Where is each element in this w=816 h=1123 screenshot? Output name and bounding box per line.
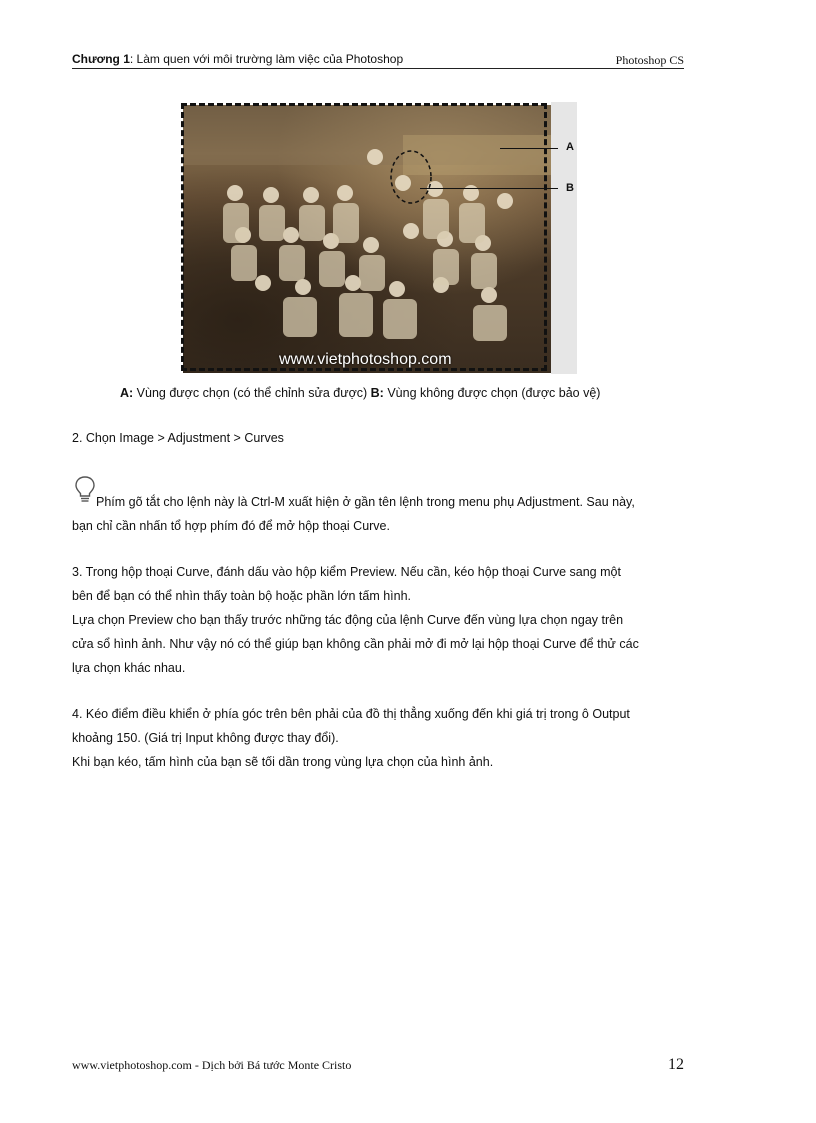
figure-caption (120, 386, 600, 400)
callout-a-line (500, 148, 558, 149)
tip-line-1: Phím gõ tắt cho lệnh này là Ctrl-M xuất hiện ở gần tên lệnh trong menu phụ Adjustment. Sau này, (96, 495, 635, 509)
callout-a-label: A (566, 141, 574, 153)
step-3-line-5: lựa chọn khác nhau. (72, 661, 186, 675)
callout-b-line (420, 188, 558, 189)
step-3-line-1: 3. Trong hộp thoại Curve, đánh dấu vào hộp kiểm Preview. Nếu cần, kéo hộp thoại Curve sang một (72, 565, 621, 579)
step-3-line-2: bên để bạn có thể nhìn thấy toàn bộ hoặc phần lớn tấm hình. (72, 589, 412, 603)
page-number: 12 (668, 1056, 684, 1073)
tip-line-2: bạn chỉ cần nhấn tổ hợp phím đó để mở hộp thoại Curve. (72, 519, 390, 533)
caption-b-text: Vùng không được chọn (được bảo vệ) (383, 386, 601, 400)
lightbulb-tip-icon (74, 475, 96, 505)
selection-marquee (181, 103, 547, 371)
footer-credit: www.vietphotoshop.com - Dịch bởi Bá tước Monte Cristo (72, 1058, 352, 1072)
step-4-line-2: khoảng 150. (Giá trị Input không được thay đổi). (72, 731, 339, 745)
step-4-line-1: 4. Kéo điểm điều khiển ở phía góc trên bên phải của đồ thị thẳng xuống đến khi giá trị trong ô Output (72, 707, 630, 721)
caption-a-label: A: (120, 386, 134, 400)
figure-selection-photo (180, 102, 578, 374)
step-3-line-4: cửa sổ hình ảnh. Như vậy nó có thể giúp bạn không cần phải mở đi mở lại hộp thoại Curve để thử các (72, 637, 639, 651)
caption-a-text: Vùng được chọn (có thể chỉnh sửa được) (133, 386, 371, 400)
chapter-title: : Làm quen với môi trường làm việc của Photoshop (129, 52, 404, 66)
page-header (72, 52, 684, 69)
step-2: 2. Chọn Image > Adjustment > Curves (72, 431, 284, 445)
callout-b-label: B (566, 182, 574, 194)
step-3-line-3: Lựa chọn Preview cho bạn thấy trước những tác động của lệnh Curve đến vùng lựa chọn ngay trên (72, 613, 624, 627)
header-book-title: Photoshop CS (615, 53, 684, 67)
chapter-label: Chương 1 (72, 52, 130, 66)
caption-b-label: B: (370, 386, 384, 400)
chapter-heading (72, 52, 403, 66)
photo-watermark: www.vietphotoshop.com (279, 351, 452, 368)
step-4-line-3: Khi bạn kéo, tấm hình của bạn sẽ tối dần trong vùng lựa chọn của hình ảnh. (72, 755, 494, 769)
